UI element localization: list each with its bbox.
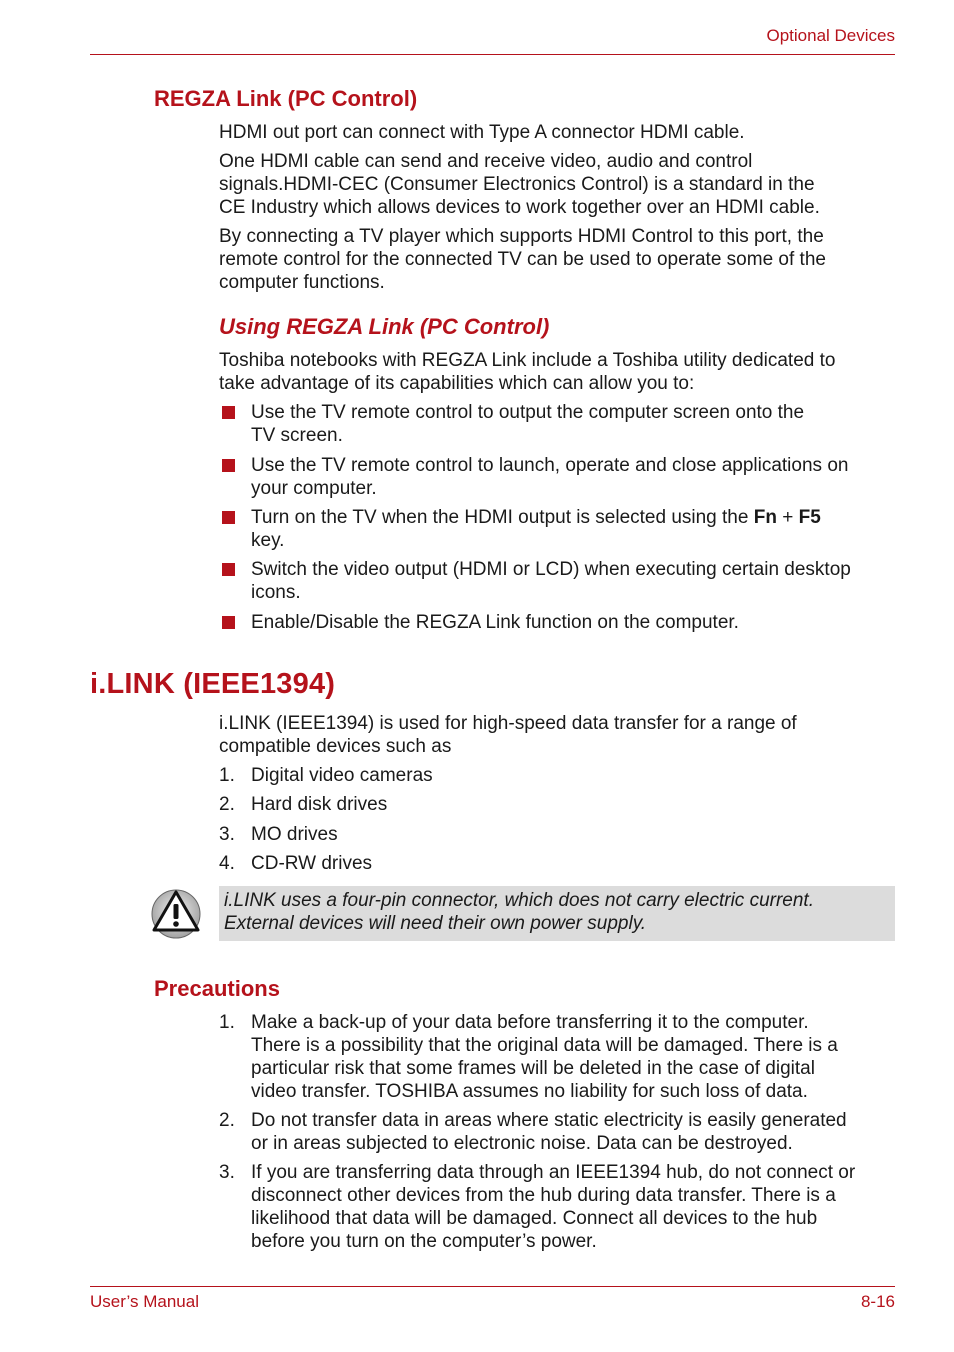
using-regza-heading: Using REGZA Link (PC Control) — [219, 314, 550, 339]
precautions-heading: Precautions — [154, 976, 280, 1001]
footer-title: User’s Manual — [90, 1292, 199, 1311]
text-line: One HDMI cable can send and receive video, audio and control — [219, 151, 753, 172]
bullet-item — [219, 611, 895, 634]
list-number: 2. — [219, 1110, 235, 1131]
header-rule — [90, 54, 895, 55]
bullet-item — [219, 558, 895, 604]
regza-paragraph-2 — [219, 150, 895, 219]
ilink-heading: i.LINK (IEEE1394) — [90, 668, 336, 700]
list-number: 1. — [219, 1012, 235, 1033]
text-line: disconnect other devices from the hub during data transfer. There is a — [251, 1185, 836, 1206]
list-number: 1. — [219, 765, 235, 786]
text-line: Enable/Disable the REGZA Link function on the computer. — [251, 612, 739, 633]
list-item — [219, 1161, 895, 1253]
list-item — [219, 1109, 895, 1155]
text-line: There is a possibility that the original data will be damaged. There is a — [251, 1035, 838, 1056]
text-line: key. — [251, 530, 285, 551]
text-line: computer functions. — [219, 272, 385, 293]
text-line: likelihood that data will be damaged. Connect all devices to the hub — [251, 1208, 818, 1229]
list-text: Digital video cameras — [251, 765, 433, 786]
page-number: 8-16 — [860, 1292, 895, 1311]
text-line: Use the TV remote control to launch, operate and close applications on — [251, 455, 849, 476]
text-line: signals.HDMI-CEC (Consumer Electronics Control) is a standard in the — [219, 174, 815, 195]
list-text: Hard disk drives — [251, 794, 388, 815]
text-line: If you are transferring data through an IEEE1394 hub, do not connect or — [251, 1162, 856, 1183]
regza-paragraph-1: HDMI out port can connect with Type A connector HDMI cable. — [219, 122, 745, 143]
list-text: CD-RW drives — [251, 853, 373, 874]
key-fn: Fn — [753, 507, 777, 528]
bullet-square-icon — [222, 616, 235, 629]
text-line: i.LINK uses a four-pin connector, which does not carry electric current. — [224, 890, 814, 911]
bullet-item — [219, 454, 895, 500]
list-item — [219, 793, 895, 816]
text-line — [251, 506, 895, 529]
bullet-square-icon — [222, 563, 235, 576]
text-line: CE Industry which allows devices to work together over an HDMI cable. — [219, 197, 820, 218]
bullet-square-icon — [222, 459, 235, 472]
text-line: icons. — [251, 582, 301, 603]
note-text — [224, 889, 889, 935]
using-intro — [219, 349, 895, 395]
bullet-square-icon — [222, 406, 235, 419]
bullet-item — [219, 401, 895, 447]
text-line: before you turn on the computer’s power. — [251, 1231, 597, 1252]
warning-icon — [150, 886, 202, 940]
running-header: Optional Devices — [766, 26, 895, 45]
key-f5: F5 — [798, 507, 821, 528]
list-text: MO drives — [251, 824, 338, 845]
text-line: By connecting a TV player which supports HDMI Control to this port, the — [219, 226, 824, 247]
text-fragment: + — [776, 507, 799, 528]
list-number: 2. — [219, 794, 235, 815]
footer-rule — [90, 1286, 895, 1287]
text-line: Toshiba notebooks with REGZA Link include a Toshiba utility dedicated to — [219, 350, 836, 371]
note-box — [219, 886, 895, 941]
regza-paragraph-3 — [219, 225, 895, 294]
regza-heading: REGZA Link (PC Control) — [154, 86, 418, 111]
text-line: remote control for the connected TV can be used to operate some of the — [219, 249, 826, 270]
bullet-item — [219, 506, 895, 552]
text-line: video transfer. TOSHIBA assumes no liability for such loss of data. — [251, 1081, 808, 1102]
list-number: 4. — [219, 853, 235, 874]
text-line: or in areas subjected to electronic noise. Data can be destroyed. — [251, 1133, 793, 1154]
list-number: 3. — [219, 1162, 235, 1183]
text-line: TV screen. — [251, 425, 343, 446]
list-item — [219, 852, 895, 875]
text-line: Do not transfer data in areas where static electricity is easily generated — [251, 1110, 847, 1131]
list-item — [219, 823, 895, 846]
bullet-square-icon — [222, 511, 235, 524]
text-line: particular risk that some frames will be deleted in the case of digital — [251, 1058, 815, 1079]
list-number: 3. — [219, 824, 235, 845]
text-line: take advantage of its capabilities which can allow you to: — [219, 373, 695, 394]
text-line: External devices will need their own power supply. — [224, 913, 647, 934]
ilink-intro — [219, 712, 895, 758]
text-line: i.LINK (IEEE1394) is used for high-speed data transfer for a range of — [219, 713, 797, 734]
text-line: your computer. — [251, 478, 377, 499]
list-item — [219, 764, 895, 787]
text-line: Make a back-up of your data before transferring it to the computer. — [251, 1012, 809, 1033]
text-line: Switch the video output (HDMI or LCD) when executing certain desktop — [251, 559, 851, 580]
text-line: Use the TV remote control to output the computer screen onto the — [251, 402, 805, 423]
text-line: compatible devices such as — [219, 736, 452, 757]
list-item — [219, 1011, 895, 1103]
text-fragment: Turn on the TV when the HDMI output is selected using the — [251, 507, 754, 528]
